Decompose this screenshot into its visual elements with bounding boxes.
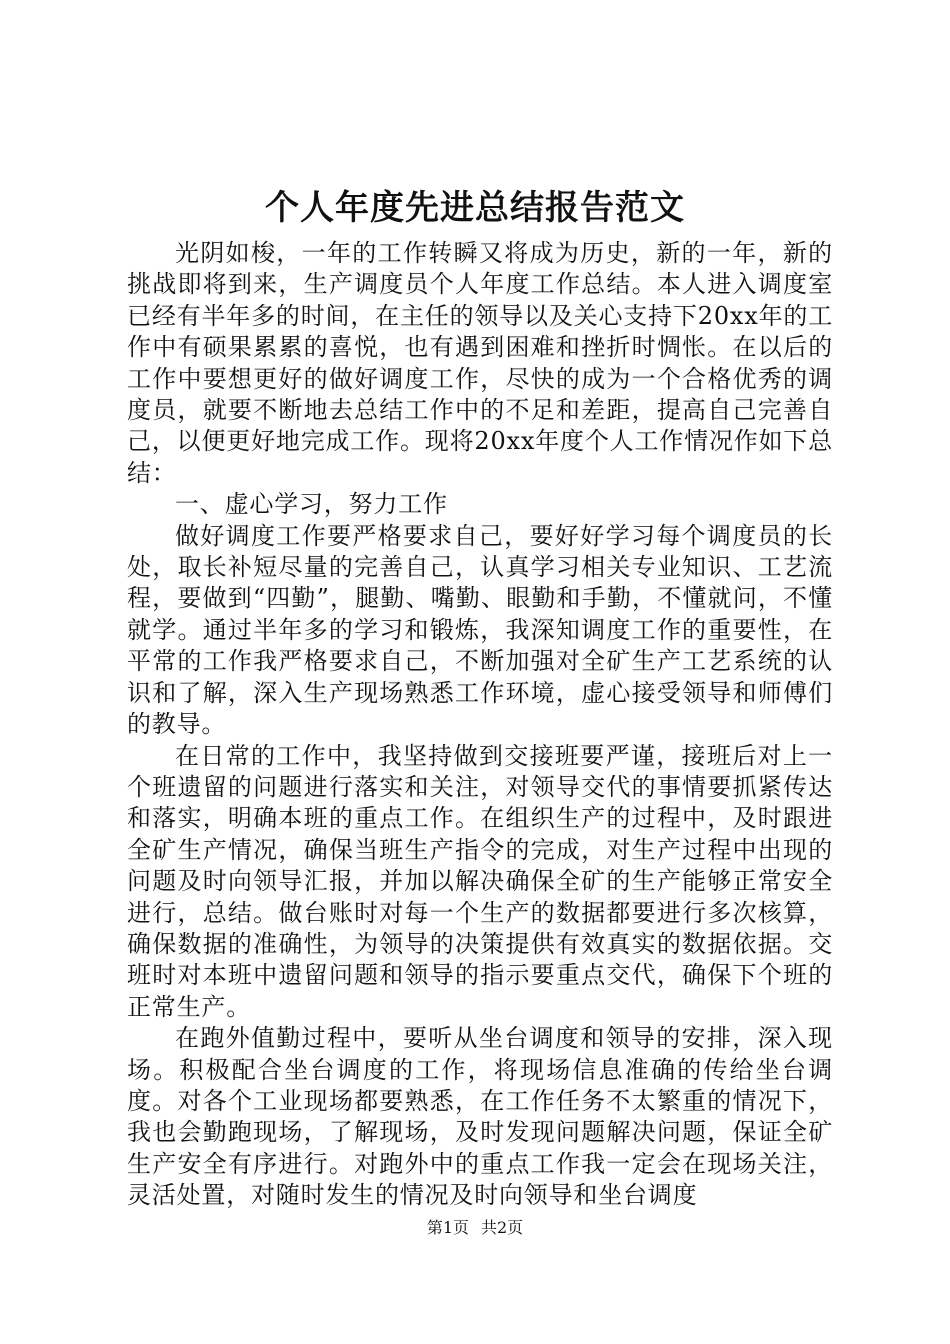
paragraph-intro: 光阴如梭，一年的工作转瞬又将成为历史，新的一年，新的挑战即将到来，生产调度员个人年度工作总结。本人进入调度室已经有半年多的时间，在主任的领导以及关心支持下20xx年的工作中有硕果累累的喜悦，也有遇到困难和挫折时惆怅。在以后的工作中要想更好的做好调度工作，尽快的成为一个合格优秀的调度员，就要不断地去总结工作中的不足和差距，提高自己完善自己，以便更好地完成工作。现将20xx年度个人工作情况作如下总结：	[127, 239, 833, 487]
page-footer	[0, 1216, 950, 1240]
document-body	[127, 238, 833, 1212]
page-number: 第1页	[426, 1218, 469, 1237]
paragraph-daily-work: 在日常的工作中，我坚持做到交接班要严谨，接班后对上一个班遗留的问题进行落实和关注，对领导交代的事情要抓紧传达和落实，明确本班的重点工作。在组织生产的过程中，及时跟进全矿生产情况，确保当班生产指令的完成，对生产过程中出现的问题及时向领导汇报，并加以解决确保全矿的生产能够正常安全进行，总结。做台账时对每一个生产的数据都要进行多次核算，确保数据的准确性，为领导的决策提供有效真实的数据依据。交班时对本班中遗留问题和领导的指示要重点交代，确保下个班的正常生产。	[127, 741, 833, 1021]
section-heading-1: 一、虚心学习，努力工作	[175, 490, 448, 519]
paragraph-study: 做好调度工作要严格要求自己，要好好学习每个调度员的长处，取长补短尽量的完善自己，认真学习相关专业知识、工艺流程，要做到“四勤”，腿勤、嘴勤、眼勤和手勤，不懂就问，不懂就学。通过半年多的学习和锻炼，我深知调度工作的重要性，在平常的工作我严格要求自己，不断加强对全矿生产工艺系统的认识和了解，深入生产现场熟悉工作环境，虚心接受领导和师傅们的教导。	[127, 521, 833, 739]
document-title: 个人年度先进总结报告范文	[265, 188, 685, 228]
paragraph-field-duty: 在跑外值勤过程中，要听从坐台调度和领导的安排，深入现场。积极配合坐台调度的工作，将现场信息准确的传给坐台调度。对各个工业现场都要熟悉，在工作任务不太繁重的情况下，我也会勤跑现场，了解现场，及时发现问题解决问题，保证全矿生产安全有序进行。对跑外中的重点工作我一定会在现场关注，灵活处置，对随时发生的情况及时向领导和坐台调度	[127, 1024, 833, 1210]
page-total: 共2页	[481, 1218, 524, 1237]
